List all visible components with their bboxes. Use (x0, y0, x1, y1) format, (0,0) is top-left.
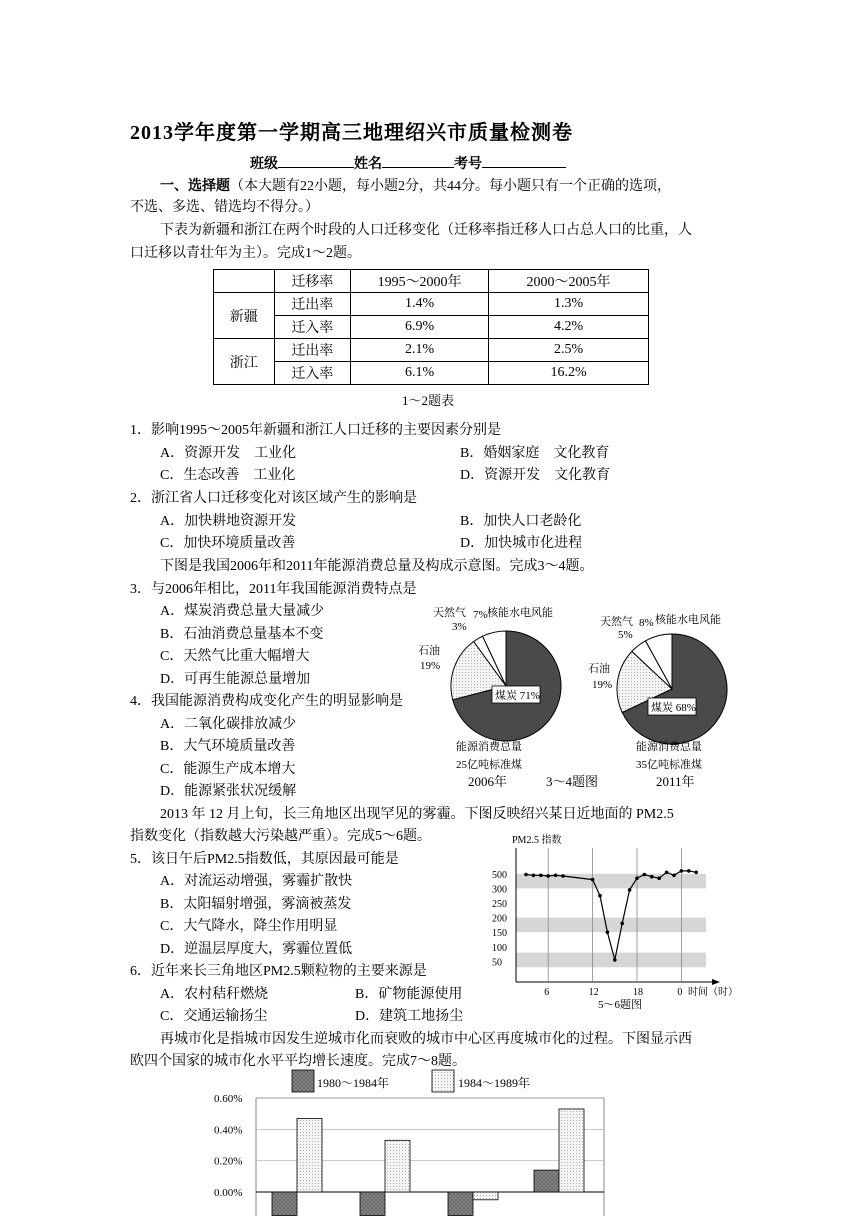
pm-point (598, 894, 602, 898)
pm-band (516, 918, 706, 933)
bar-1980-1984-1 (272, 1192, 297, 1216)
table-cell: 1.3% (489, 293, 649, 316)
bar-ytick-label: 0.60% (214, 1093, 243, 1105)
q3-stem: 3．与2006年相比，2011年我国能源消费特点是 (130, 582, 417, 597)
bar-1984-1989-4 (559, 1109, 584, 1192)
pm-point (672, 874, 676, 878)
q5-option-c[interactable]: C．大气降水，降尘作用明显 (160, 919, 338, 934)
pm25-line-chart (490, 830, 740, 1012)
q2-option-b[interactable]: B．加快人口老龄化 (460, 514, 582, 529)
intro-7-8-line2: 欧四个国家的城市化水平平均增长速度。完成7～8题。 (130, 1054, 466, 1069)
q2-option-c[interactable]: C．加快环境质量改善 (160, 536, 296, 551)
pie-2006 (418, 605, 561, 789)
pm-point (635, 876, 639, 880)
legend-swatch-1984 (432, 1070, 454, 1092)
bar-1980-1984-3 (448, 1192, 473, 1216)
table-cell: 6.1% (351, 362, 489, 385)
pm-xlabel: 时间（时） (688, 987, 738, 998)
pm-point (650, 875, 654, 879)
q1-option-a[interactable]: A．资源开发 工业化 (160, 446, 297, 461)
pm-x-arrow (712, 979, 720, 985)
pie-label-oil: 石油 (418, 645, 440, 657)
q2-stem: 2．浙江省人口迁移变化对该区域产生的影响是 (130, 491, 417, 506)
q1-option-b[interactable]: B．婚姻家庭 文化教育 (460, 446, 610, 461)
table-cell: 2.5% (489, 339, 649, 362)
pm-point (524, 873, 528, 877)
bar-legend (292, 1070, 530, 1092)
pm-point (554, 874, 558, 878)
intro-7-8-line1: 再城市化是指城市因发生逆城市化而衰败的城市中心区再度城市化的过程。下图显示西 (160, 1032, 692, 1047)
q3-option-d[interactable]: D．可再生能源总量增加 (160, 672, 311, 687)
bar-1984-1989-2 (385, 1140, 410, 1192)
pm-point (657, 876, 661, 880)
pm-ytick-label: 150 (492, 928, 507, 940)
q1-stem: 1．影响1995～2005年新疆和浙江人口迁移的主要因素分别是 (130, 423, 501, 438)
pie-2011 (588, 612, 727, 789)
bar-ytick-label: 0.00% (214, 1187, 243, 1199)
page-title: 2013学年度第一学期高三地理绍兴市质量检测卷 (130, 122, 573, 144)
pm-point (687, 869, 691, 873)
q6-option-c[interactable]: C．交通运输扬尘 (160, 1009, 268, 1024)
bar-ytick-label: 0.20% (214, 1155, 243, 1168)
intro-3-4: 下图是我国2006年和2011年能源消费总量及构成示意图。完成3～4题。 (160, 559, 594, 574)
pm-band (516, 953, 706, 968)
pie-label-oil-pct: 19% (420, 660, 441, 672)
pm-point (546, 874, 550, 878)
urbanization-bar-chart (200, 1068, 620, 1216)
pm-xtick-label: 12 (588, 987, 599, 998)
pie-label-gas: 天然气 (600, 616, 633, 628)
table-cell: 6.9% (351, 316, 489, 339)
pie-total-line1: 能源消费总量 (456, 741, 522, 753)
pie-label-renew-pct: 8% (639, 617, 654, 629)
table-header-cell: 2000～2005年 (489, 270, 649, 293)
q5-option-a[interactable]: A．对流运动增强，雾霾扩散快 (160, 874, 353, 889)
table-cell: 16.2% (489, 362, 649, 385)
pm-ytick-label: 100 (492, 942, 507, 954)
table-cell: 迁出率 (274, 293, 350, 316)
pm-point (680, 869, 684, 873)
pie-label-gas: 天然气 (433, 607, 466, 619)
q3-option-b[interactable]: B．石油消费总量基本不变 (160, 627, 324, 642)
q4-option-a[interactable]: A．二氧化碳排放减少 (160, 717, 297, 732)
legend-label-1984: 1984～1989年 (458, 1076, 531, 1090)
table-cell: 迁入率 (274, 316, 350, 339)
region-name: 浙江 (214, 339, 275, 385)
intro-1-2-line2: 口迁移以青壮年为主）。完成1～2题。 (130, 246, 361, 261)
section-title: 一、选择题 (160, 179, 230, 194)
bar-1984-1989-1 (297, 1118, 322, 1192)
legend-swatch-1980 (292, 1070, 314, 1092)
student-info (250, 153, 566, 173)
table-cell: 2.1% (351, 339, 489, 362)
table-cell: 迁入率 (274, 362, 350, 385)
pie-year: 2006年 (468, 774, 508, 789)
q6-option-d[interactable]: D．建筑工地扬尘 (355, 1009, 464, 1024)
pm-point (532, 874, 536, 878)
q4-stem: 4．我国能源消费构成变化产生的明显影响是 (130, 694, 403, 709)
q6-stem: 6．近年来长三角地区PM2.5颗粒物的主要来源是 (130, 964, 427, 979)
pm-point (694, 871, 698, 875)
name-blank[interactable] (382, 153, 454, 168)
pie-label-gas-pct: 5% (618, 629, 633, 641)
pm-ytick-label: 250 (492, 899, 507, 910)
number-label: 考号 (454, 157, 482, 172)
pm-xtick-label: 0 (677, 987, 683, 998)
region-name: 新疆 (214, 293, 275, 339)
table-caption: 1～2题表 (402, 393, 455, 408)
pm-ytick-label: 50 (492, 957, 502, 969)
pm-point (606, 930, 610, 934)
table-header-cell: 1995～2000年 (351, 270, 489, 293)
pm-point (561, 874, 565, 878)
pie-caption: 3～4题图 (546, 774, 599, 789)
pie-label-gas-pct: 3% (452, 621, 467, 633)
q6-option-b[interactable]: B．矿物能源使用 (355, 987, 463, 1002)
table-header-cell: 迁移率 (274, 270, 350, 293)
pm-point (665, 871, 669, 875)
q3-option-c[interactable]: C．天然气比重大幅增大 (160, 649, 310, 664)
table-cell: 4.2% (489, 316, 649, 339)
table-corner (214, 270, 275, 293)
pm-point (643, 873, 647, 877)
q3-option-a[interactable]: A．煤炭消费总量大量减少 (160, 604, 325, 619)
pie-label-renew: 核能水电风能 (655, 614, 721, 626)
pm-xtick-label: 18 (633, 987, 643, 998)
section-note-1: （本大题有22小题，每小题2分，共44分。每小题只有一个正确的选项， (230, 179, 671, 194)
q5-stem: 5．该日午后PM2.5指数低，其原因最可能是 (130, 852, 399, 867)
pm-ylabel: PM2.5 指数 (512, 835, 562, 846)
pm-ytick-label: 500 (492, 869, 507, 881)
bar-1984-1989-3 (473, 1192, 498, 1200)
migration-table (213, 269, 649, 385)
pm-caption: 5～6题图 (598, 999, 642, 1011)
pm-point (539, 874, 543, 878)
energy-pie-charts (410, 600, 740, 795)
q4-option-b[interactable]: B．大气环境质量改善 (160, 739, 296, 754)
table-cell: 迁出率 (274, 339, 350, 362)
intro-5-6-line1: 2013 年 12 月上旬，长三角地区出现罕见的雾霾。下图反映绍兴某日近地面的 PM2.5 (160, 807, 674, 822)
number-blank[interactable] (482, 153, 566, 168)
pm-point (628, 888, 632, 892)
pie-total-line2: 25亿吨标准煤 (456, 759, 522, 771)
pie-total-line1: 能源消费总量 (636, 741, 702, 753)
pie-label-coal: 煤炭 71% (495, 690, 540, 702)
pm-ytick-label: 200 (492, 913, 507, 925)
pm-point (620, 922, 624, 926)
q5-option-d[interactable]: D．逆温层厚度大，雾霾位置低 (160, 942, 353, 957)
q1-option-d[interactable]: D．资源开发 文化教育 (460, 468, 611, 483)
class-label: 班级 (250, 157, 278, 172)
pie-label-oil: 石油 (588, 663, 610, 675)
pm-xtick-label: 6 (544, 987, 550, 998)
q2-option-a[interactable]: A．加快耕地资源开发 (160, 514, 297, 529)
pie-year: 2011年 (656, 774, 695, 789)
q4-option-c[interactable]: C．能源生产成本增大 (160, 762, 296, 777)
pie-total-line2: 35亿吨标准煤 (636, 759, 702, 771)
pie-label-renew-pct: 7% (473, 609, 488, 621)
q4-option-d[interactable]: D．能源紧张状况缓解 (160, 784, 297, 799)
pie-label-coal: 煤炭 68% (651, 702, 696, 714)
q1-option-c[interactable]: C．生态改善 工业化 (160, 468, 296, 483)
class-blank[interactable] (278, 153, 354, 168)
legend-label-1980: 1980～1984年 (317, 1076, 390, 1090)
section-note-2: 不选、多选、错选均不得分。） (130, 200, 319, 215)
intro-1-2-line1: 下表为新疆和浙江在两个时段的人口迁移变化（迁移率指迁移人口占总人口的比重，人 (160, 223, 692, 238)
pm-ytick-label: 300 (492, 884, 507, 896)
q2-option-d[interactable]: D．加快城市化进程 (460, 536, 583, 551)
bar-ytick-label: 0.40% (214, 1124, 243, 1137)
q5-option-b[interactable]: B．太阳辐射增强，雾滴被蒸发 (160, 897, 352, 912)
pm-point (591, 878, 595, 882)
q6-option-a[interactable]: A．农村秸秆燃烧 (160, 987, 269, 1002)
bar-1980-1984-2 (360, 1192, 385, 1216)
pie-label-oil-pct: 19% (592, 679, 613, 691)
section-heading (160, 175, 671, 195)
intro-5-6-line2: 指数变化（指数越大污染越严重）。完成5～6题。 (130, 829, 431, 844)
table-cell: 1.4% (351, 293, 489, 316)
bar-1980-1984-4 (534, 1170, 559, 1192)
name-label: 姓名 (354, 157, 382, 172)
pm-point (613, 958, 617, 962)
pie-label-renew: 核能水电风能 (487, 607, 553, 619)
